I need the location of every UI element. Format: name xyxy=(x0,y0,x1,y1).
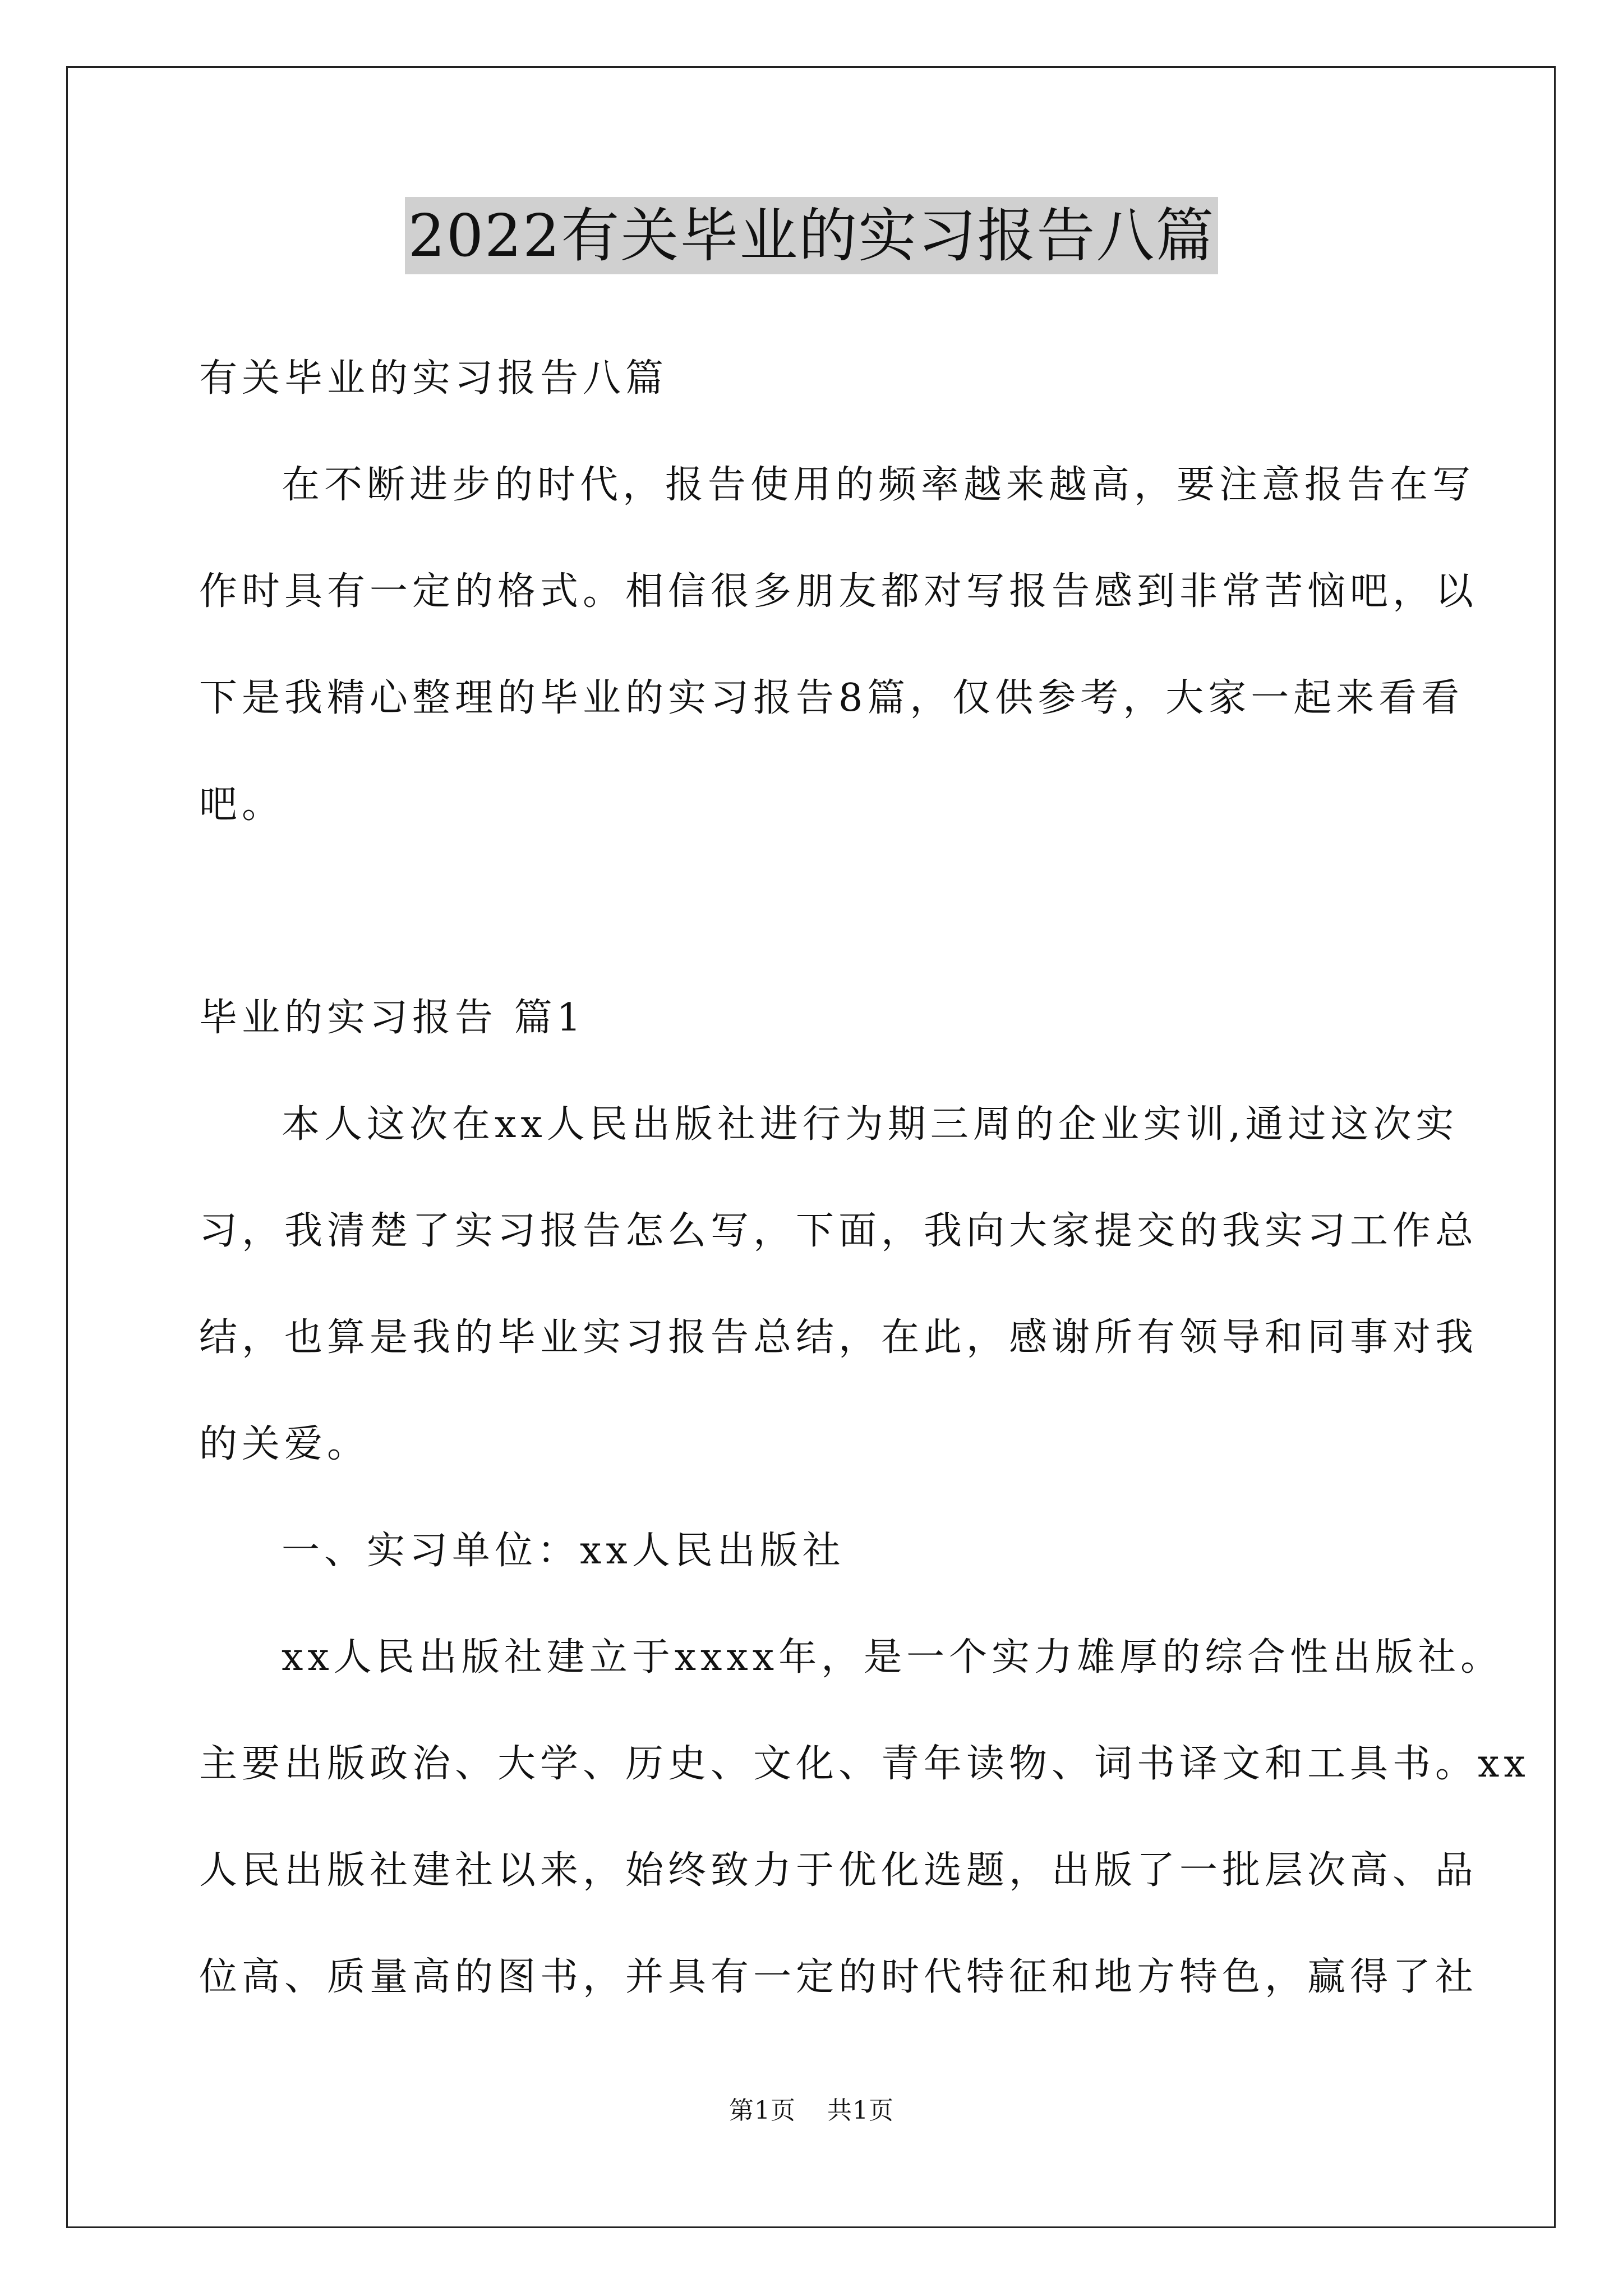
intro-line-1: 在不断进步的时代，报告使用的频率越来越高，要注意报告在写 xyxy=(282,463,1476,507)
intro-line-3: 下是我精心整理的毕业的实习报告8篇，仅供参考，大家一起来看看 xyxy=(199,676,1464,720)
section-heading: 毕业的实习报告 篇1 xyxy=(199,996,585,1040)
document-title-text: 2022有关毕业的实习报告八篇 xyxy=(405,197,1219,274)
section-para-line-1: 本人这次在xx人民出版社进行为期三周的企业实训,通过这次实 xyxy=(282,1102,1459,1147)
unit-para-line-3: 人民出版社建社以来，始终致力于优化选题，出版了一批层次高、品 xyxy=(199,1848,1478,1893)
intro-line-4: 吧。 xyxy=(199,783,285,827)
document-subtitle: 有关毕业的实习报告八篇 xyxy=(199,356,668,401)
document-title xyxy=(0,199,1623,272)
section-para-line-4: 的关爱。 xyxy=(199,1422,370,1466)
total-pages-label: 共1页 xyxy=(827,2096,894,2125)
unit-para-line-1: xx人民出版社建立于xxxx年，是一个实力雄厚的综合性出版社。 xyxy=(282,1635,1504,1680)
unit-para-line-2: 主要出版政治、大学、历史、文化、青年读物、词书译文和工具书。xx xyxy=(199,1742,1530,1786)
unit-para-line-4: 位高、质量高的图书，并具有一定的时代特征和地方特色，赢得了社 xyxy=(199,1955,1478,1999)
unit-heading: 一、实习单位：xx人民出版社 xyxy=(282,1529,845,1573)
intro-line-2: 作时具有一定的格式。相信很多朋友都对写报告感到非常苦恼吧，以 xyxy=(199,569,1478,614)
page-number-label: 第1页 xyxy=(729,2096,796,2125)
page-footer xyxy=(0,2095,1623,2127)
section-para-line-2: 习，我清楚了实习报告怎么写，下面，我向大家提交的我实习工作总 xyxy=(199,1209,1478,1253)
section-para-line-3: 结，也算是我的毕业实习报告总结，在此，感谢所有领导和同事对我 xyxy=(199,1315,1478,1360)
